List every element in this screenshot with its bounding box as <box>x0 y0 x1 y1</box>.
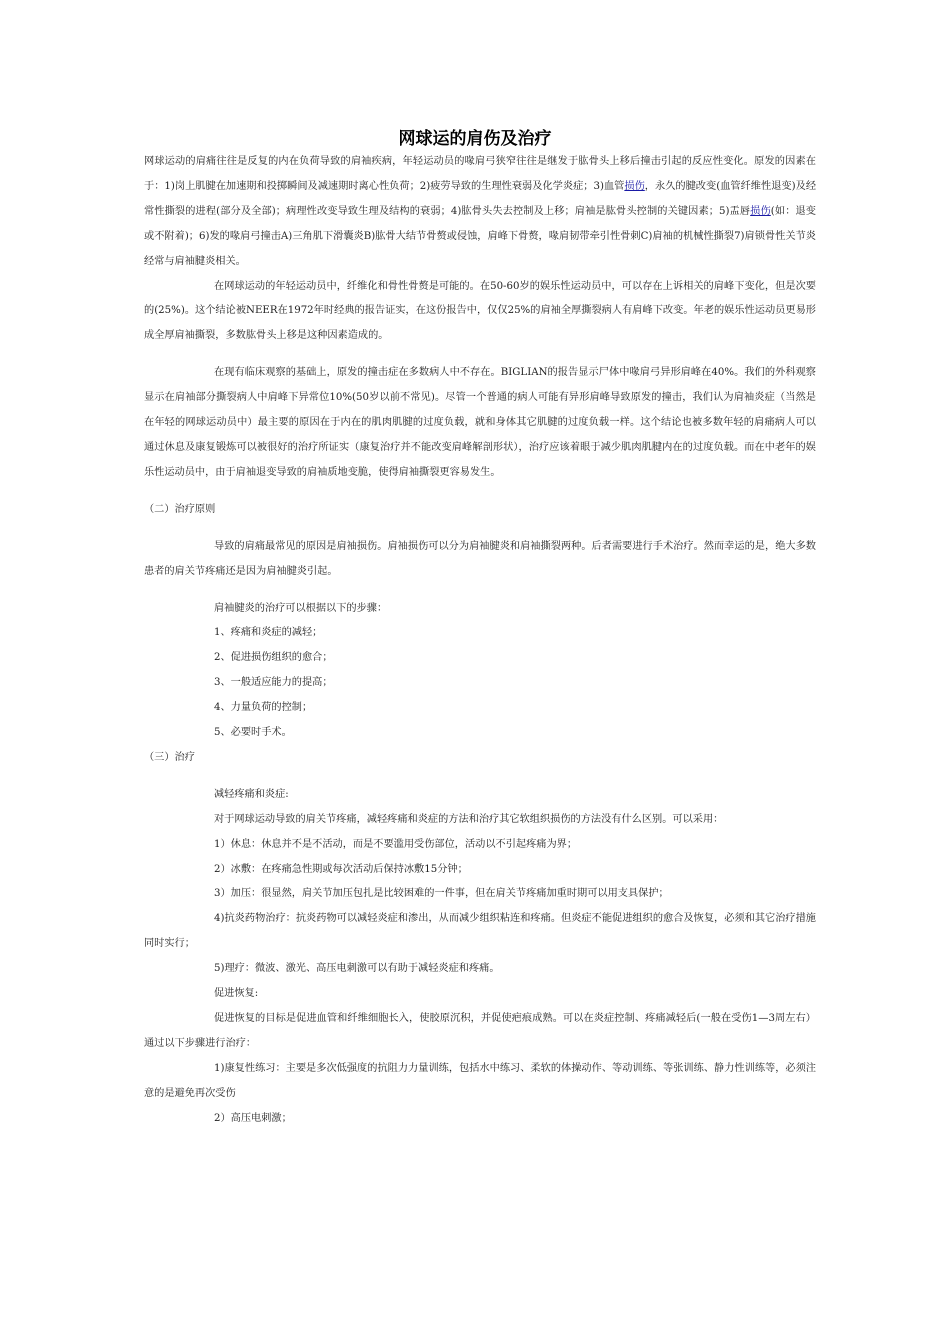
list-item: 5、必要时手术。 <box>214 727 292 739</box>
list-item: 3、一般适应能力的提高； <box>214 677 333 689</box>
heading-treatment-principles: （二）治疗原则 <box>144 503 216 515</box>
list-item: 2）冰敷：在疼痛急性期或每次活动后保持冰敷15分钟； <box>214 863 468 875</box>
subheading-pain-relief: 减轻疼痛和炎症: <box>214 788 289 800</box>
spacer <box>144 771 816 783</box>
paragraph-pain-methods: 对于网球运动导致的肩关节疼痛，减轻疼痛和炎症的方法和治疗其它软组织损伤的方法没有什么区别。可以采用： <box>214 813 724 825</box>
injury-link-2[interactable]: 损伤 <box>750 205 771 217</box>
subheading-recovery: 促进恢复: <box>214 988 259 1000</box>
intro-paragraph <box>144 150 816 275</box>
spacer <box>144 349 816 361</box>
injury-link-1[interactable]: 损伤 <box>624 180 645 192</box>
heading-treatment: （三）治疗 <box>144 751 195 763</box>
spacer <box>144 585 816 597</box>
document-title: 网球运的肩伤及治疗 <box>398 129 552 149</box>
list-item: 3）加压：很显然，肩关节加压包扎是比较困难的一件事，但在肩关节疼痛加重时期可以用支具保护； <box>214 888 669 900</box>
list-item: 1）休息：休息并不是不活动，而是不要滥用受伤部位，活动以不引起疼痛为界； <box>214 838 578 850</box>
list-item: 2）高压电刺激； <box>214 1112 292 1124</box>
list-item: 4)抗炎药物治疗：抗炎药物可以减轻炎症和渗出，从而减少组织粘连和疼痛。但炎症不能促进组织的愈合及恢复，必须和其它治疗措施同时实行； <box>144 913 816 950</box>
paragraph-clinical-observation: 在现有临床观察的基础上，原发的撞击症在多数病人中不存在。BIGLIAN的报告显示尸体中喙肩弓异形肩峰在40%。我们的外科观察显示在肩袖部分撕裂病人中肩峰下异常位10%(50岁以前不常见)。尽管一个普通的病人可能有异形肩峰导致原发的撞击，我们认为肩袖炎症（当然是在年轻的网球运动员中）最主要的原因在于内在的肌肉肌腱的过度负载，就和身体其它肌腱的过度负载一样。这个结论也被多数年轻的肩痛病人可以通过休息及康复锻炼可以被很好的治疗所证实（康复治疗并不能改变肩峰解剖形状），治疗应该着眼于减少肌肉肌腱内在的过度负载。而在中老年的娱乐性运动员中，由于肩袖退变导致的肩袖质地变脆，使得肩袖撕裂更容易发生。 <box>144 367 816 478</box>
spacer <box>144 523 816 535</box>
intro-text-2: ，永久的腱改变(血管纤维性退变)及经常性撕裂的进程(部分及全部)；病理性改变导致生理及结构的衰弱；4)肱骨头失去控制及上移；肩袖是肱骨头控制的关键因素；5)盂唇 <box>144 180 817 217</box>
paragraph-rotator-cuff-causes: 导致的肩痛最常见的原因是肩袖损伤。肩袖损伤可以分为肩袖腱炎和肩袖撕裂两种。后者需要进行手术治疗。然而幸运的是，绝大多数患者的肩关节疼痛还是因为肩袖腱炎引起。 <box>144 540 816 577</box>
intro-text-3: (如：退变或不附着)；6)发的喙肩弓撞击A)三角肌下滑囊炎B)肱骨大结节骨赘或侵蚀，肩峰下骨赘，喙肩韧带牵引性骨刺C)肩袖的机械性撕裂7)肩锁骨性关节炎经常与肩袖腱炎相关。 <box>144 205 816 267</box>
list-item: 5)理疗：微波、激光、高压电刺激可以有助于减轻炎症和疼痛。 <box>214 963 500 975</box>
list-item: 1、疼痛和炎症的减轻； <box>214 627 323 639</box>
list-item: 4、力量负荷的控制； <box>214 702 313 714</box>
intro-text-1: 网球运动的肩痛往往是反复的内在负荷导致的肩袖疾病，年轻运动员的喙肩弓狭窄往往是继发于肱骨头上移后撞击引起的反应性变化。原发的因素在于：1)岗上肌腱在加速期和投掷瞬间及减速期时离心性负荷；2)疲劳导致的生理性衰弱及化学炎症；3)血管 <box>144 156 816 192</box>
document-body <box>144 150 816 1132</box>
paragraph-young-athletes: 在网球运动的年轻运动员中，纤维化和骨性骨赘是可能的。在50-60岁的娱乐性运动员中，可以存在上诉相关的肩峰下变化，但是次要的(25%)。这个结论被NEER在1972年时经典的报告证实，在这份报告中，仅仅25%的肩袖全厚撕裂病人有肩峰下改变。年老的娱乐性运动员更易形成全厚肩袖撕裂，多数肱骨头上移是这种因素造成的。 <box>144 280 816 342</box>
list-item: 1)康复性练习：主要是多次低强度的抗阻力力量训练，包括水中练习、柔软的体操动作、等动训练、等张训练、静力性训练等，必须注意的是避免再次受伤 <box>144 1062 816 1099</box>
spacer <box>144 486 816 498</box>
list-item: 2、促进损伤组织的愈合； <box>214 652 333 664</box>
steps-intro: 肩袖腱炎的治疗可以根据以下的步骤： <box>214 602 388 614</box>
paragraph-recovery-goal: 促进恢复的目标是促进血管和纤维细胞长入，使胶原沉积，并促使疤痕成熟。可以在炎症控制、疼痛减轻后(一般在受伤1—3周左右）通过以下步骤进行治疗： <box>144 1013 816 1049</box>
